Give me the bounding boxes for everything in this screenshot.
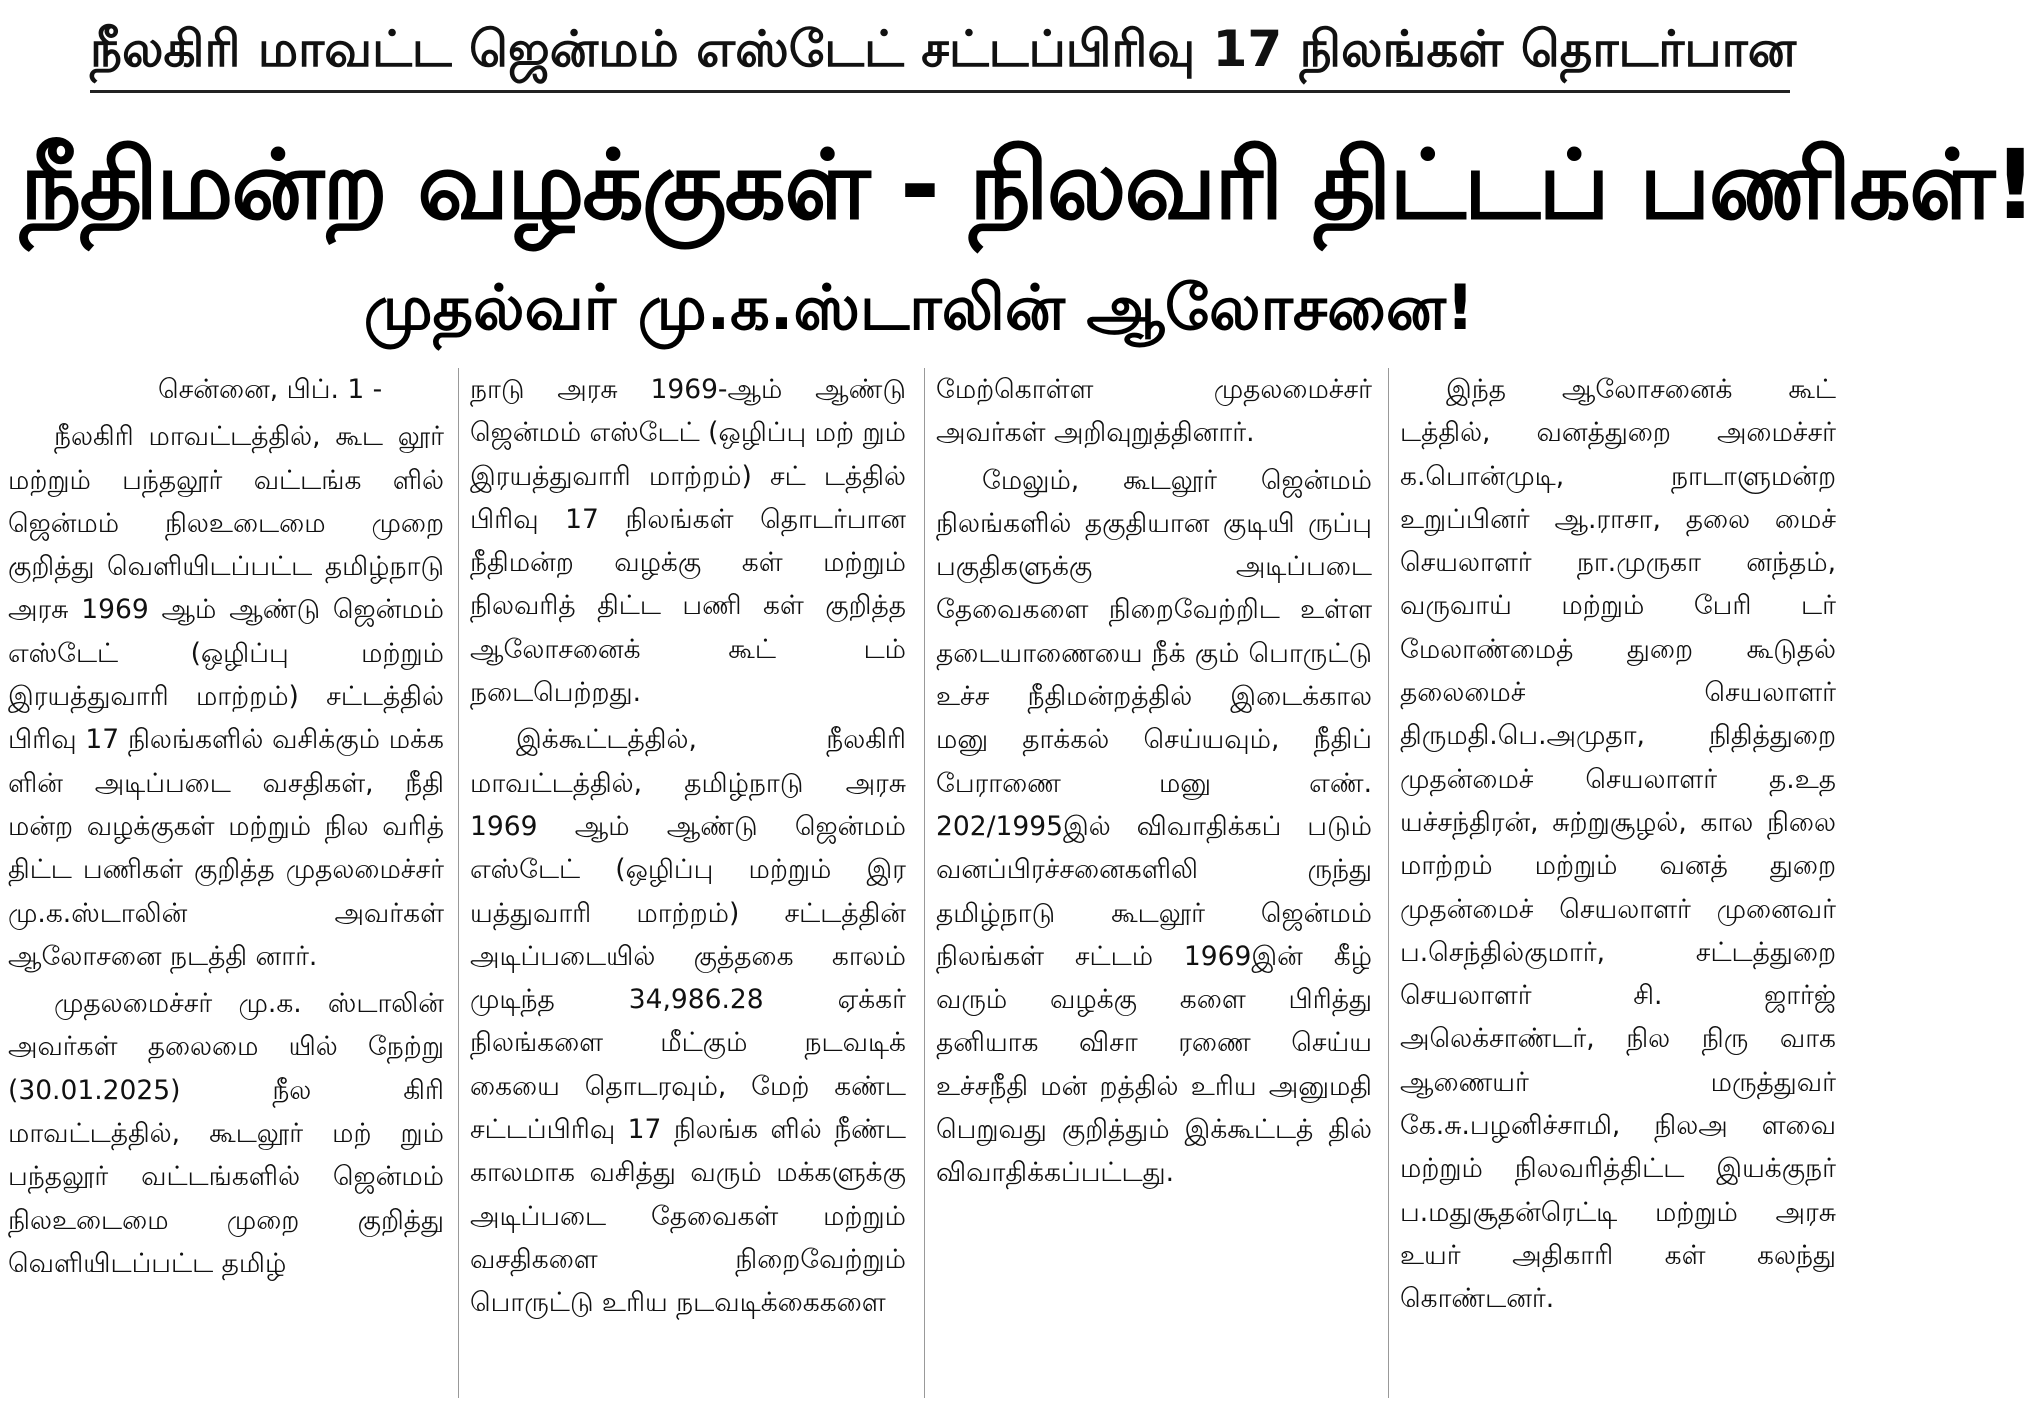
article-column-2: [470, 368, 906, 1410]
kicker-headline: நீலகிரி மாவட்ட ஜென்மம் எஸ்டேட் சட்டப்பிரிவு 17 நிலங்கள் தொடர்பான: [90, 20, 1797, 78]
article-paragraph: மேலும், கூடலூர் ஜென்மம் நிலங்களில் தகுதியான குடியி ருப்பு பகுதிகளுக்கு அடிப்படை தேவைகளை நிறைவேற்றிட உள்ள தடையாணையை நீக் கும் பொருட்டு உச்ச நீதிமன்றத்தில் இடைக்கால மனு தாக்கல் செய்யவும், நீதிப் பேராணை மனு எண். 202/1995இல் விவாதிக்கப் படும் வனப்பிரச்சனைகளிலி ருந்து தமிழ்நாடு கூடலூர் ஜென்மம் நிலங்கள் சட்டம் 1969இன் கீழ் வரும் வழக்கு களை பிரித்து தனியாக விசா ரணை செய்ய உச்சநீதி மன் றத்தில் உரிய அனுமதி பெறுவது குறித்தும் இக்கூட்டத் தில் விவாதிக்கப்பட்டது.: [936, 464, 1372, 1189]
article-column-1: [8, 368, 444, 1410]
article-paragraph: இந்த ஆலோசனைக் கூட் டத்தில், வனத்துறை அமைச்சர் க.பொன்முடி, நாடாளுமன்ற உறுப்பினர் ஆ.ராசா, தலை மைச் செயலாளர் நா.முருகா னந்தம், வருவாய் மற்றும் பேரி டர் மேலாண்மைத் துறை கூடுதல் தலைமைச் செயலாளர் திருமதி.பெ.அமுதா, நிதித்துறை முதன்மைச் செயலாளர் த.உத யச்சந்திரன், சுற்றுசூழல், கால நிலை மாற்றம் மற்றும் வனத் துறை முதன்மைச் செயலாளர் முனைவர் ப.செந்தில்குமார், சட்டத்துறை செயலாளர் சி. ஜார்ஜ் அலெக்சாண்டர், நில நிரு வாக ஆணையர் மருத்துவர் கே.சு.பழனிச்சாமி, நிலஅ ளவை மற்றும் நிலவரித்திட்ட இயக்குநர் ப.மதுசூதன்ரெட்டி மற்றும் அரசு உயர் அதிகாரி கள் கலந்து கொண்டனர்.: [1400, 374, 1836, 1315]
subheadline: முதல்வர் மு.க.ஸ்டாலின் ஆலோசனை!: [363, 271, 1475, 344]
article-column-4: [1400, 368, 1836, 1410]
article-paragraph: முதலமைச்சர் மு.க. ஸ்டாலின் அவர்கள் தலைமை யில் நேற்று (30.01.2025) நீல கிரி மாவட்டத்தில், கூடலூர் மற் றும் பந்தலூர் வட்டங்களில் ஜென்மம் நிலஉடைமை முறை குறித்து வெளியிடப்பட்ட தமிழ்: [8, 988, 444, 1279]
article-paragraph: நாடு அரசு 1969-ஆம் ஆண்டு ஜென்மம் எஸ்டேட் (ஒழிப்பு மற் றும் இரயத்துவாரி மாற்றம்) சட் டத்தில் பிரிவு 17 நிலங்கள் தொடர்பான நீதிமன்ற வழக்கு கள் மற்றும் நிலவரித் திட்ட பணி கள் குறித்த ஆலோசனைக் கூட் டம் நடைபெற்றது.: [470, 374, 906, 709]
article-body: [0, 368, 1838, 1410]
dateline: சென்னை, பிப். 1 -: [158, 374, 383, 405]
article-paragraph: நீலகிரி மாவட்டத்தில், கூட லூர் மற்றும் பந்தலூர் வட்டங்க ளில் ஜென்மம் நிலஉடைமை முறை குறித்து வெளியிடப்பட்ட தமிழ்நாடு அரசு 1969 ஆம் ஆண்டு ஜென்மம் எஸ்டேட் (ஒழிப்பு மற்றும் இரயத்துவாரி மாற்றம்) சட்டத்தில் பிரிவு 17 நிலங்களில் வசிக்கும் மக்க ளின் அடிப்படை வசதிகள், நீதி மன்ற வழக்குகள் மற்றும் நில வரித் திட்ட பணிகள் குறித்த முதலமைச்சர் மு.க.ஸ்டாலின் அவர்கள் ஆலோசனை நடத்தி னார்.: [8, 421, 444, 972]
kicker-divider: [90, 90, 1790, 93]
article-paragraph: இக்கூட்டத்தில், நீலகிரி மாவட்டத்தில், தமிழ்நாடு அரசு 1969 ஆம் ஆண்டு ஜென்மம் எஸ்டேட் (ஒழிப்பு மற்றும் இர யத்துவாரி மாற்றம்) சட்டத்தின் அடிப்படையில் குத்தகை காலம் முடிந்த 34,986.28 ஏக்கர் நிலங்களை மீட்கும் நடவடிக் கையை தொடரவும், மேற் கண்ட சட்டப்பிரிவு 17 நிலங்க ளில் நீண்ட காலமாக வசித்து வரும் மக்களுக்கு அடிப்படை தேவைகள் மற்றும் வசதிகளை நிறைவேற்றும் பொருட்டு உரிய நடவடிக்கைகளை: [470, 724, 906, 1319]
article-paragraph: மேற்கொள்ள முதலமைச்சர் அவர்கள் அறிவுறுத்தினார்.: [936, 374, 1372, 449]
main-headline: நீதிமன்ற வழக்குகள் - நிலவரி திட்டப் பணிகள்!: [20, 129, 2035, 241]
article-column-3: [936, 368, 1372, 1410]
